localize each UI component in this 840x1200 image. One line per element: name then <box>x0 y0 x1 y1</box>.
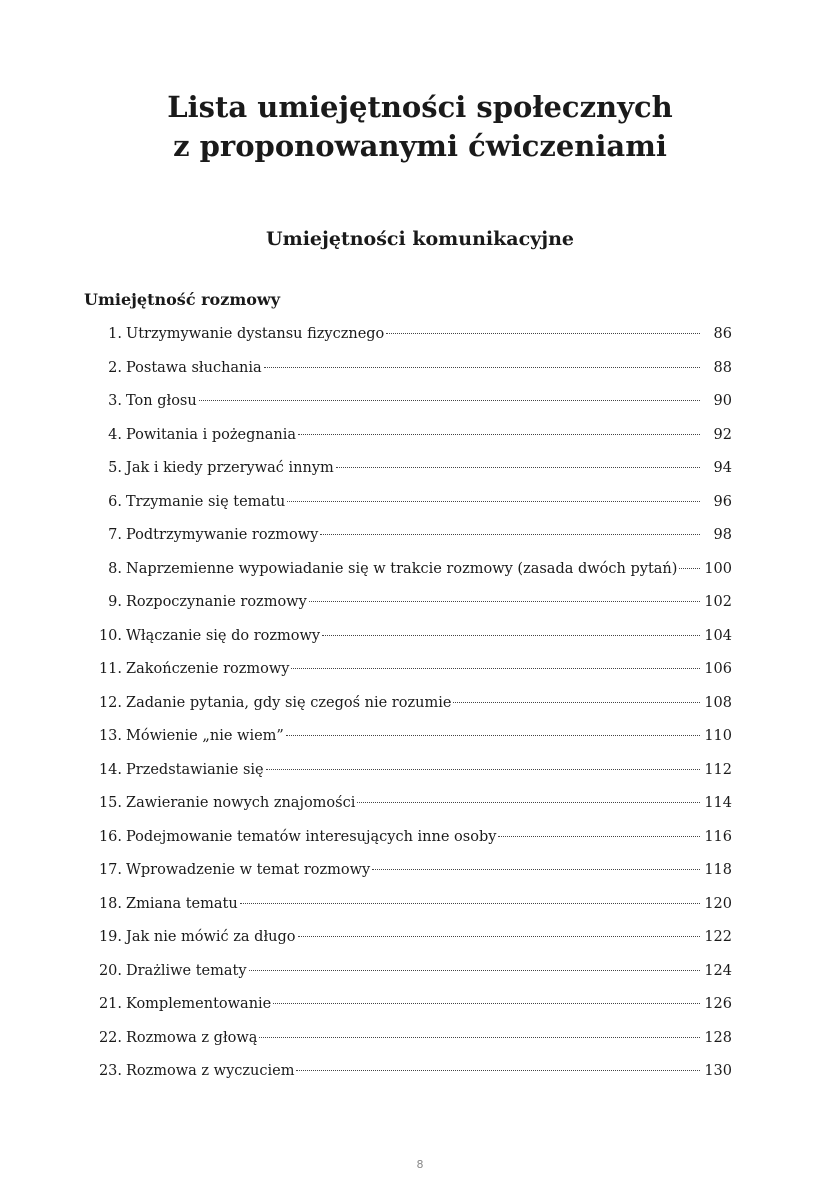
toc-entry-label: Rozmowa z głową <box>126 1029 258 1046</box>
toc-entry-number: 1. <box>108 326 122 342</box>
toc-entry[interactable] <box>84 553 732 587</box>
toc-entry-label: Mówienie „nie wiem” <box>126 728 284 744</box>
toc-entry-number: 6. <box>108 493 122 510</box>
toc-entry-page: 96 <box>713 493 732 510</box>
toc-dot-leader <box>291 668 700 669</box>
toc-entry[interactable] <box>84 620 732 654</box>
toc-entry-page: 128 <box>704 1029 732 1046</box>
toc-dot-leader <box>453 702 700 703</box>
toc-entry-page: 88 <box>713 359 732 376</box>
table-of-contents <box>84 318 732 1089</box>
toc-entry-page: 122 <box>704 929 732 945</box>
page-title-line-1: Lista umiejętności społecznych <box>167 90 673 124</box>
toc-dot-leader <box>264 367 700 368</box>
toc-entry[interactable] <box>84 754 732 788</box>
toc-entry-number: 21. <box>98 996 122 1012</box>
toc-entry[interactable] <box>84 854 732 888</box>
toc-entry-page: 116 <box>704 828 732 845</box>
toc-entry[interactable] <box>84 720 732 754</box>
toc-entry[interactable] <box>84 687 732 721</box>
toc-entry-number: 7. <box>108 527 122 543</box>
toc-entry-number: 16. <box>98 828 122 845</box>
toc-entry-number: 15. <box>98 795 122 811</box>
toc-dot-leader <box>320 534 700 535</box>
toc-entry-number: 4. <box>108 426 122 443</box>
toc-entry-page: 92 <box>713 426 732 443</box>
toc-entry-number: 12. <box>98 694 122 711</box>
toc-entry-page: 118 <box>704 862 732 878</box>
toc-entry[interactable] <box>84 352 732 386</box>
toc-entry-page: 102 <box>704 594 732 610</box>
toc-dot-leader <box>286 735 700 736</box>
toc-entry-label: Utrzymywanie dystansu fizycznego <box>126 326 385 342</box>
toc-entry-number: 11. <box>98 661 122 677</box>
toc-entry-label: Naprzemienne wypowiadanie się w trakcie rozmowy (zasada dwóch pytań) <box>126 560 678 577</box>
toc-entry-label: Jak i kiedy przerywać innym <box>126 460 334 476</box>
toc-entry-label: Drażliwe tematy <box>126 962 247 979</box>
toc-dot-leader <box>296 1070 700 1071</box>
toc-entry-number: 23. <box>98 1063 122 1079</box>
toc-entry-number: 20. <box>98 962 122 979</box>
toc-entry-number: 2. <box>108 359 122 376</box>
toc-entry-number: 18. <box>98 895 122 912</box>
toc-entry-number: 3. <box>108 393 122 409</box>
toc-dot-leader <box>309 601 700 602</box>
toc-entry-number: 14. <box>98 761 122 778</box>
toc-entry-page: 98 <box>713 527 732 543</box>
toc-entry[interactable] <box>84 988 732 1022</box>
toc-entry-number: 19. <box>98 929 122 945</box>
toc-entry[interactable] <box>84 921 732 955</box>
toc-entry[interactable] <box>84 787 732 821</box>
toc-entry-label: Zadanie pytania, gdy się czegoś nie rozumie <box>126 694 452 711</box>
toc-entry-label: Przedstawianie się <box>126 761 264 778</box>
toc-entry-label: Włączanie się do rozmowy <box>126 627 321 644</box>
toc-entry-page: 130 <box>704 1063 732 1079</box>
toc-entry[interactable] <box>84 1022 732 1056</box>
toc-entry[interactable] <box>84 955 732 989</box>
toc-entry-page: 120 <box>704 895 732 912</box>
toc-entry-page: 110 <box>704 728 732 744</box>
toc-dot-leader <box>266 769 700 770</box>
page-title-line-2: z proponowanymi ćwiczeniami <box>173 129 667 163</box>
toc-dot-leader <box>240 903 700 904</box>
toc-dot-leader <box>259 1037 700 1038</box>
toc-entry-label: Podejmowanie tematów interesujących inne osoby <box>126 828 497 845</box>
toc-dot-leader <box>357 802 700 803</box>
toc-dot-leader <box>336 467 700 468</box>
toc-entry-page: 112 <box>704 761 732 778</box>
page-number: 8 <box>416 1158 424 1171</box>
toc-entry-label: Trzymanie się tematu <box>126 493 286 510</box>
toc-entry-label: Jak nie mówić za długo <box>126 929 296 945</box>
toc-entry-number: 22. <box>98 1029 122 1046</box>
toc-dot-leader <box>287 501 700 502</box>
toc-entry-number: 8. <box>108 560 122 577</box>
toc-dot-leader <box>199 400 700 401</box>
toc-entry[interactable] <box>84 519 732 553</box>
toc-entry-label: Zawieranie nowych znajomości <box>126 795 356 811</box>
toc-entry-page: 126 <box>704 996 732 1012</box>
toc-entry[interactable] <box>84 318 732 352</box>
toc-entry-label: Podtrzymywanie rozmowy <box>126 527 319 543</box>
toc-entry[interactable] <box>84 1055 732 1089</box>
toc-entry-number: 17. <box>98 862 122 878</box>
toc-entry-page: 86 <box>713 326 732 342</box>
toc-entry-label: Wprowadzenie w temat rozmowy <box>126 862 371 878</box>
toc-entry[interactable] <box>84 385 732 419</box>
subsection-heading: Umiejętność rozmowy <box>84 290 280 309</box>
toc-entry[interactable] <box>84 821 732 855</box>
toc-dot-leader <box>372 869 700 870</box>
toc-entry-label: Rozmowa z wyczuciem <box>126 1063 295 1079</box>
toc-dot-leader <box>386 333 700 334</box>
toc-dot-leader <box>273 1003 700 1004</box>
toc-dot-leader <box>298 936 700 937</box>
toc-entry-number: 9. <box>108 594 122 610</box>
toc-entry-page: 94 <box>713 460 732 476</box>
toc-entry-label: Postawa słuchania <box>126 359 262 376</box>
toc-dot-leader <box>249 970 700 971</box>
toc-entry[interactable] <box>84 419 732 453</box>
toc-entry-page: 100 <box>704 560 732 577</box>
toc-entry-number: 10. <box>98 627 122 644</box>
toc-entry-label: Komplementowanie <box>126 996 272 1012</box>
section-heading: Umiejętności komunikacyjne <box>266 228 574 250</box>
toc-entry-page: 114 <box>704 795 732 811</box>
toc-entry-page: 104 <box>704 627 732 644</box>
toc-entry-page: 90 <box>713 393 732 409</box>
toc-entry[interactable] <box>84 452 732 486</box>
toc-dot-leader <box>679 568 700 569</box>
toc-entry-label: Powitania i pożegnania <box>126 426 297 443</box>
toc-dot-leader <box>298 434 700 435</box>
toc-entry-label: Ton głosu <box>126 393 197 409</box>
toc-entry[interactable] <box>84 653 732 687</box>
toc-entry-number: 5. <box>108 460 122 476</box>
toc-dot-leader <box>498 836 700 837</box>
toc-entry-page: 108 <box>704 694 732 711</box>
toc-dot-leader <box>322 635 700 636</box>
toc-entry-label: Zakończenie rozmowy <box>126 661 290 677</box>
toc-entry-label: Rozpoczynanie rozmowy <box>126 594 307 610</box>
toc-entry-page: 124 <box>704 962 732 979</box>
toc-entry-page: 106 <box>704 661 732 677</box>
toc-entry[interactable] <box>84 586 732 620</box>
toc-entry[interactable] <box>84 888 732 922</box>
toc-entry-number: 13. <box>98 728 122 744</box>
toc-entry-label: Zmiana tematu <box>126 895 238 912</box>
toc-entry[interactable] <box>84 486 732 520</box>
page-title <box>0 88 840 166</box>
